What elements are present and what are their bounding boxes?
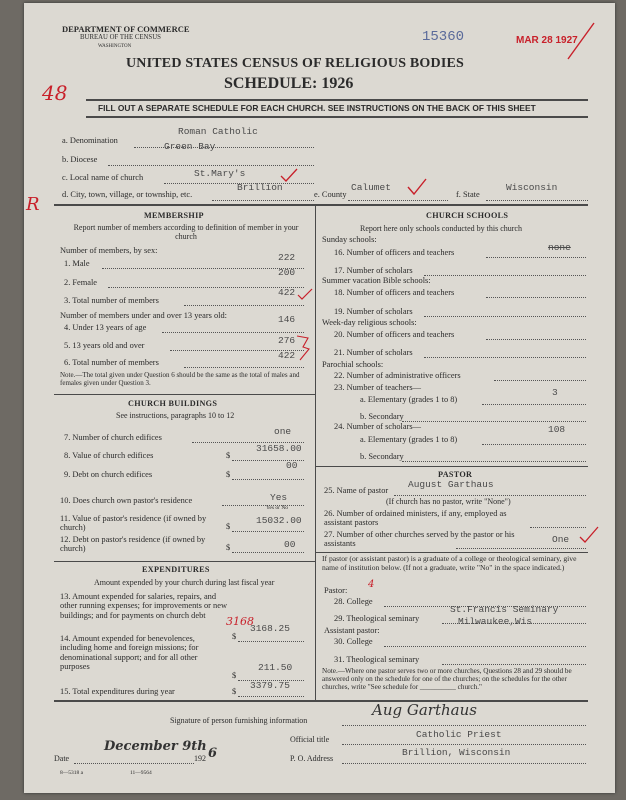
diocese-value: Green Bay [164,141,216,152]
by-age-label: Number of members under and over 13 years old: [60,311,227,320]
q29-label: 29. Theological seminary [334,614,420,623]
q14-label: 14. Amount expended for benevolences, including home and foreign missions; for denominational support; and for all other purposes [60,634,199,672]
q2-label: 2. Female [64,278,98,287]
date-handwritten: December 9th [104,739,207,754]
q13-label: 13. Amount expended for salaries, repairs, and other running expenses; for improvements or new buildings; and for payments on church debt [60,592,227,620]
year-handwritten: 6 [208,746,218,761]
fill-line [494,380,586,381]
fill-line [102,268,304,269]
buildings-heading: CHURCH BUILDINGS [128,399,218,408]
q14-value: 211.50 [258,662,293,673]
red-check-mark [564,19,598,65]
q9-value: 00 [286,460,298,471]
fill-line [482,404,586,405]
city-label: d. City, town, village, or township, etc. [62,190,193,199]
dollar-sign: $ [226,451,231,460]
q11-value: 15032.00 [256,515,302,526]
q18-label: 18. Number of officers and teachers [334,288,455,297]
q8-value: 31658.00 [256,443,302,454]
fill-line [162,332,304,333]
dollar-sign: $ [232,632,237,641]
q29-value-line1: St.Francis Seminary [450,604,559,615]
q27-value: One [552,534,570,545]
fill-line [232,479,304,480]
fill-line [232,552,304,553]
red-bracket-mark [294,333,316,363]
dollar-sign: $ [226,543,231,552]
pastor-sub-label: Pastor: [324,586,348,595]
denomination-value: Roman Catholic [178,126,258,137]
expenditures-heading: EXPENDITURES [142,565,210,574]
q25-note: (If church has no pastor, write "None") [386,497,511,506]
city-label: WASHINGTON [98,44,132,49]
q1-label: 1. Male [64,259,90,268]
q25-value: August Garthaus [408,479,494,490]
q23b-label: b. Secondary [360,412,404,421]
q26-label: 26. Number of ordained ministers, if any, employed as assistant pastors [324,509,507,528]
membership-note: Note.—The total given under Question 6 should be the same as the total of males and females given under Question 3. [60,371,300,387]
q11-label: 11. Value of pastor's residence (if owned by church) [60,514,207,533]
q24b-label: b. Secondary [360,452,404,461]
form-subtitle: SCHEDULE: 1926 [224,75,354,92]
bureau-label: BUREAU OF THE CENSUS [80,34,161,41]
q24a-value: 108 [548,424,566,435]
census-schedule-sheet [24,3,615,793]
fill-line [384,646,586,647]
q7-value: one [274,426,292,437]
fill-line [342,744,586,745]
q2-value: 200 [278,267,296,278]
instruction-bar: FILL OUT A SEPARATE SCHEDULE FOR EACH CHURCH. SEE INSTRUCTIONS ON THE BACK OF THIS SHEET [98,103,536,113]
fill-line [212,200,314,201]
q23-label: 23. Number of teachers— [334,383,421,392]
parochial-label: Parochial schools: [322,360,384,369]
yes-or-no-hint: Yes or No [266,505,289,511]
fill-line [486,257,586,258]
signature-label: Signature of person furnishing information [170,716,308,725]
q3-value: 422 [278,287,296,298]
q6-label: 6. Total number of members [64,358,159,367]
dollar-sign: $ [232,687,237,696]
fill-line [232,531,304,532]
q19-label: 19. Number of scholars [334,307,413,316]
q1-value: 222 [278,252,296,263]
red-check-mark [279,167,299,183]
q12-label: 12. Debt on pastor's residence (if owned by church) [60,535,206,554]
rule [54,394,316,395]
fill-line [402,461,586,462]
q24a-label: a. Elementary (grades 1 to 8) [360,435,458,444]
county-value: Calumet [351,182,391,193]
state-value: Wisconsin [506,182,558,193]
county-label: e. County [314,190,347,199]
print-number: 11—9564 [130,770,152,776]
fill-line [442,664,586,665]
city-value: Brillion [237,182,283,193]
q10-value: Yes [270,492,288,503]
q16-value: none [548,242,571,253]
rule [316,466,588,467]
red-check-mark [578,525,600,545]
q9-label: 9. Debt on church edifices [64,470,153,479]
q25-label: 25. Name of pastor [324,486,389,495]
q21-label: 21. Number of scholars [334,348,413,357]
graduate-instructions: If pastor (or assistant pastor) is a graduate of a college or theological seminary, give name of institution below. (If not a graduate, write "No" in the space indicated.) [322,554,577,572]
signature: Aug Garthaus [372,701,477,719]
state-label: f. State [456,190,480,199]
fill-line [184,367,304,368]
q3-label: 3. Total number of members [64,296,159,305]
q30-label: 30. College [334,637,373,646]
q16-label: 16. Number of officers and teachers [334,248,455,257]
fill-line [342,763,586,764]
q5-value: 276 [278,335,296,346]
schools-sub: Report here only schools conducted by this church [360,224,522,233]
diocese-label: b. Diocese [62,155,98,164]
q4-value: 146 [278,314,296,325]
fill-line [486,200,588,201]
schools-heading: CHURCH SCHOOLS [426,211,509,220]
rule [86,116,588,118]
q4-label: 4. Under 13 years of age [64,323,147,332]
membership-heading: MEMBERSHIP [144,211,204,220]
weekday-label: Week-day religious schools: [322,318,417,327]
fill-line [482,444,586,445]
fill-line [134,147,314,148]
fill-line [424,357,586,358]
assistant-label: Assistant pastor: [324,626,380,635]
fill-line [74,763,194,764]
denomination-label: a. Denomination [62,136,118,145]
rule [54,561,316,562]
fill-line [424,275,586,276]
q23a-value: 3 [552,387,558,398]
q29-value-line2: Milwaukee,Wis [458,616,533,627]
q15-value: 3379.75 [250,680,290,691]
fill-line [108,165,314,166]
fill-line [394,495,586,496]
q15-label: 15. Total expenditures during year [60,687,175,696]
red-check-mark [296,287,314,301]
q28-label: 28. College [334,597,373,606]
q13-value: 3168.25 [250,623,290,634]
column-divider [315,204,316,701]
pastor-note: Note.—Where one pastor serves two or more churches, Questions 28 and 29 should be answered only on the schedule for one of the churches; on the schedules for the other churches, write "See schedule for __________ church." [322,667,572,692]
official-title-label: Official title [290,735,330,744]
rule [86,99,588,101]
dollar-sign: $ [226,470,231,479]
fill-line [348,200,448,201]
q12-value: 00 [284,539,296,550]
form-title: UNITED STATES CENSUS OF RELIGIOUS BODIES [126,56,465,71]
fill-line [108,287,304,288]
church-name-value: St.Mary's [194,168,246,179]
department-label: DEPARTMENT OF COMMERCE [62,24,190,34]
fill-line [402,421,586,422]
po-address-label: P. O. Address [290,754,334,763]
q6-value: 422 [278,350,296,361]
fill-line [456,548,586,549]
sunday-label: Sunday schools: [322,235,377,244]
q8-label: 8. Value of church edifices [64,451,154,460]
po-address-value: Brillion, Wisconsin [402,747,511,758]
margin-number: 48 [42,81,68,105]
margin-letter: R [26,194,40,215]
expenditures-sub: Amount expended by your church during last fiscal year [94,578,275,587]
church-name-label: c. Local name of church [62,173,144,182]
summer-label: Summer vacation Bible schools: [322,276,431,285]
fill-line [238,641,304,642]
rule [316,552,588,553]
q17-label: 17. Number of scholars [334,266,413,275]
serial-number: 15360 [422,29,465,45]
q22-label: 22. Number of administrative officers [334,371,461,380]
fill-line [238,696,304,697]
q31-label: 31. Theological seminary [334,655,420,664]
date-label: Date [54,754,70,763]
dollar-sign: $ [226,522,231,531]
buildings-sub: See instructions, paragraphs 10 to 12 [116,411,235,420]
q7-label: 7. Number of church edifices [64,433,162,442]
fill-line [222,505,304,506]
membership-intro: Report number of members according to definition of member in your church [73,223,299,241]
pastor-heading: PASTOR [438,470,473,479]
q10-label: 10. Does church own pastor's residence [60,496,193,505]
year-prefix: 192 [194,754,206,763]
dollar-sign: $ [232,671,237,680]
fill-line [486,297,586,298]
form-number: 8—5318 a [60,770,84,776]
q20-label: 20. Number of officers and teachers [334,330,455,339]
pastor-handwritten-mark: 4 [368,579,375,590]
q13-handwritten-note: 3168 [226,615,254,628]
official-title-value: Catholic Priest [416,729,502,740]
fill-line [486,339,586,340]
fill-line [424,316,586,317]
q27-label: 27. Number of other churches served by the pastor or his assistants [324,530,515,549]
received-date-stamp: MAR 28 1927 [516,35,578,46]
q24-label: 24. Number of scholars— [334,422,421,431]
red-check-mark [406,177,428,197]
q23a-label: a. Elementary (grades 1 to 8) [360,395,458,404]
rule [54,204,588,206]
fill-line [342,725,586,726]
by-sex-label: Number of members, by sex: [60,246,158,255]
rule [54,700,588,702]
q5-label: 5. 13 years old and over [64,341,145,350]
fill-line [184,305,304,306]
